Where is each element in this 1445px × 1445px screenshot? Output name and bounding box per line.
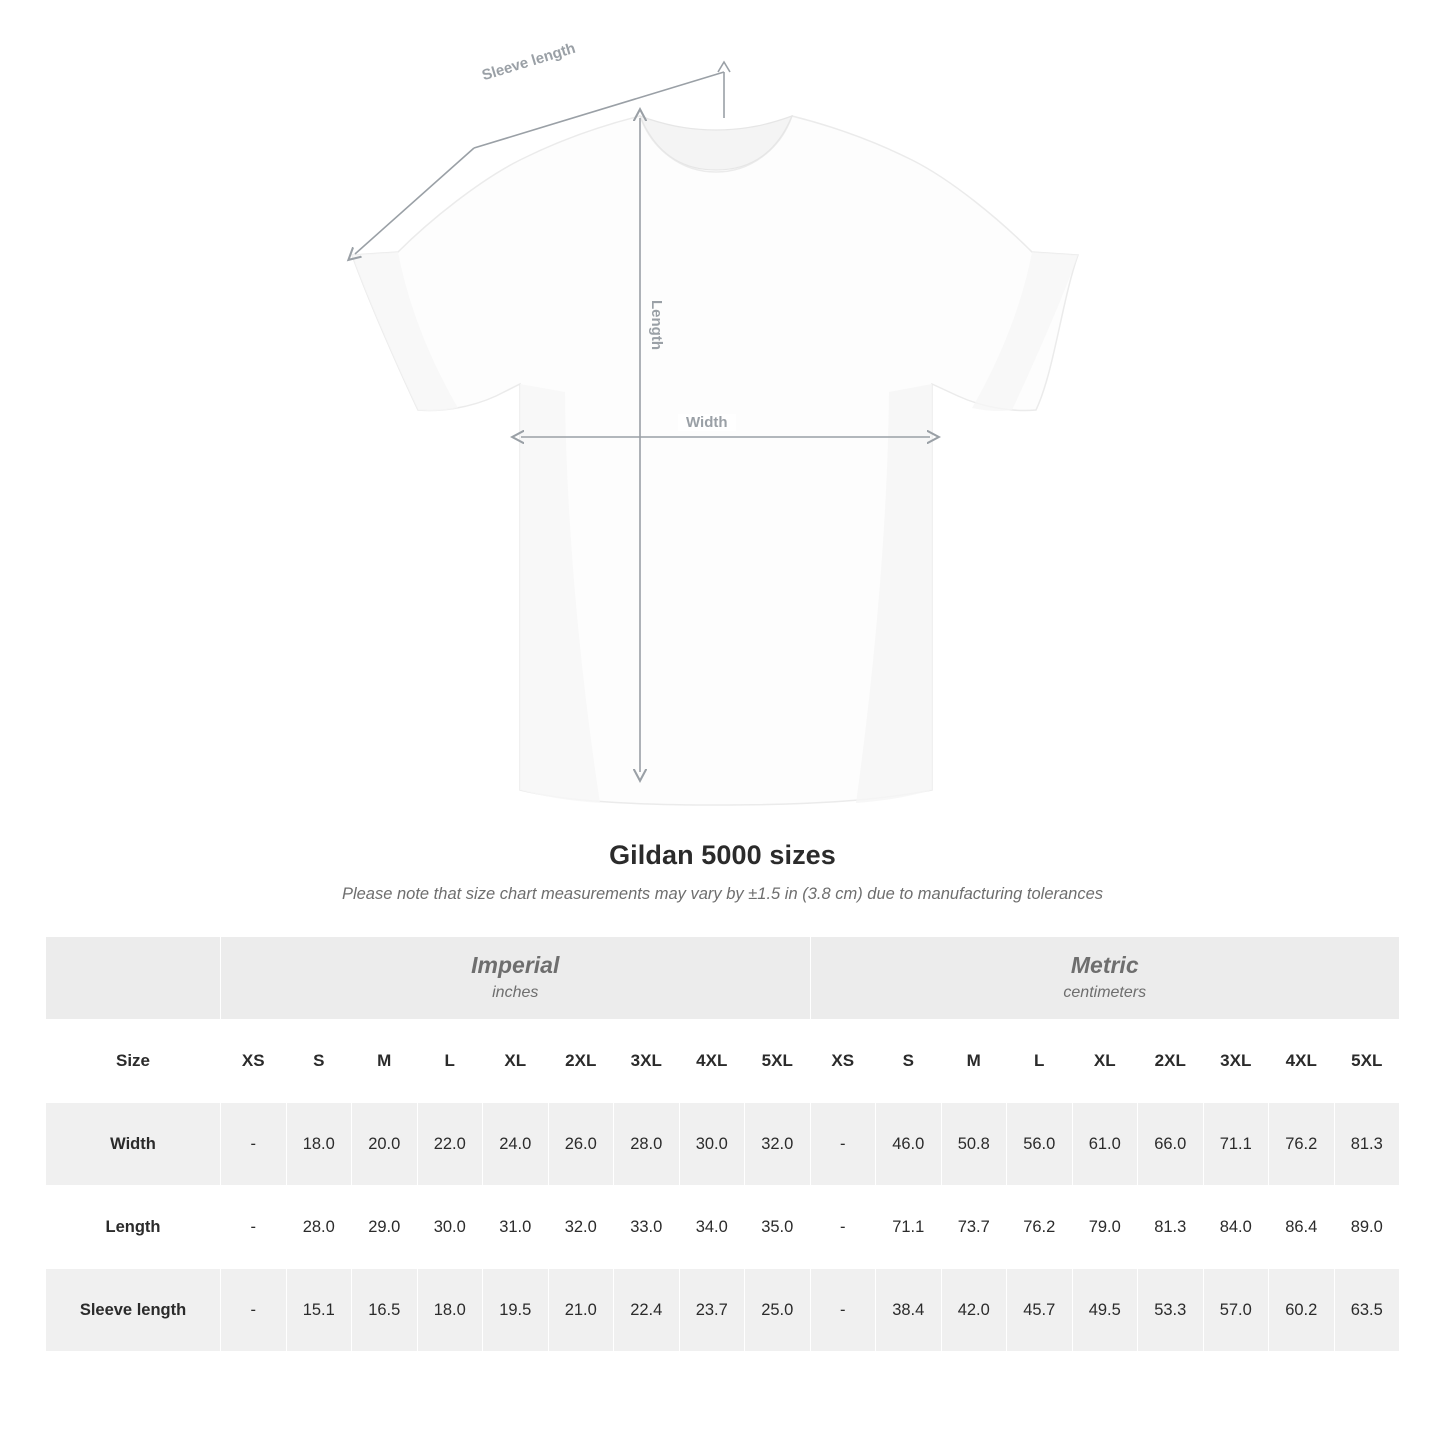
table-cell: 22.4 (614, 1269, 680, 1352)
table-cell: 21.0 (548, 1269, 614, 1352)
table-cell: 61.0 (1072, 1103, 1138, 1186)
unit-subtitle: inches (492, 983, 539, 1001)
table-cell: - (810, 1103, 876, 1186)
table-cell: 49.5 (1072, 1269, 1138, 1352)
table-cell: 50.8 (941, 1103, 1007, 1186)
page-title: Gildan 5000 sizes (609, 840, 836, 870)
unit-name: Metric (1070, 951, 1139, 978)
row-label-sleeve-length: Sleeve length (46, 1269, 221, 1352)
table-cell: 73.7 (941, 1186, 1007, 1269)
table-cell: 18.0 (417, 1269, 483, 1352)
table-cell: 31.0 (483, 1186, 549, 1269)
size-header-3xl: 3XL (614, 1020, 680, 1103)
unit-header-imperial (221, 937, 811, 1020)
size-header-xs: XS (221, 1020, 287, 1103)
size-header-m: M (352, 1020, 418, 1103)
table-row (46, 1186, 1400, 1269)
table-cell: 46.0 (876, 1103, 942, 1186)
size-header-xl: XL (483, 1020, 549, 1103)
unit-header-metric (810, 937, 1400, 1020)
unit-subtitle: centimeters (1063, 983, 1147, 1001)
unit-name: Imperial (471, 951, 560, 978)
table-cell: 45.7 (1007, 1269, 1073, 1352)
table-cell: - (810, 1186, 876, 1269)
table-cell: 60.2 (1269, 1269, 1335, 1352)
size-header-label: Size (46, 1020, 221, 1103)
size-header-2xl: 2XL (1138, 1020, 1204, 1103)
size-header-m: M (941, 1020, 1007, 1103)
size-header-xs: XS (810, 1020, 876, 1103)
size-header-l: L (417, 1020, 483, 1103)
width-label: Width (678, 414, 736, 431)
table-cell: 71.1 (876, 1186, 942, 1269)
table-cell: 32.0 (745, 1103, 811, 1186)
table-cell: 53.3 (1138, 1269, 1204, 1352)
table-cell: 25.0 (745, 1269, 811, 1352)
chart-header (0, 840, 1445, 904)
table-cell: 57.0 (1203, 1269, 1269, 1352)
table-cell: 86.4 (1269, 1186, 1335, 1269)
table-cell: 34.0 (679, 1186, 745, 1269)
length-label: Length (648, 300, 665, 350)
table-cell: 18.0 (286, 1103, 352, 1186)
table-cell: 19.5 (483, 1269, 549, 1352)
table-cell: - (221, 1186, 287, 1269)
table-cell: 66.0 (1138, 1103, 1204, 1186)
table-cell: 22.0 (417, 1103, 483, 1186)
row-label-width: Width (46, 1103, 221, 1186)
table-cell: 29.0 (352, 1186, 418, 1269)
table-cell: 84.0 (1203, 1186, 1269, 1269)
table-cell: 42.0 (941, 1269, 1007, 1352)
table-cell: 89.0 (1334, 1186, 1400, 1269)
table-cell: 30.0 (417, 1186, 483, 1269)
table-cell: - (810, 1269, 876, 1352)
table-cell: 26.0 (548, 1103, 614, 1186)
size-header-l: L (1007, 1020, 1073, 1103)
table-header-row (46, 1020, 1400, 1103)
table-cell: 76.2 (1007, 1186, 1073, 1269)
row-label-length: Length (46, 1186, 221, 1269)
table-cell: 24.0 (483, 1103, 549, 1186)
table-cell: 81.3 (1138, 1186, 1204, 1269)
size-header-5xl: 5XL (745, 1020, 811, 1103)
table-cell: 38.4 (876, 1269, 942, 1352)
table-cell: 16.5 (352, 1269, 418, 1352)
table-cell: 76.2 (1269, 1103, 1335, 1186)
sleeve-length-label: Sleeve length (480, 39, 578, 85)
table-cell: 23.7 (679, 1269, 745, 1352)
table-cell: 32.0 (548, 1186, 614, 1269)
table-cell: 28.0 (286, 1186, 352, 1269)
table-cell: 28.0 (614, 1103, 680, 1186)
size-header-2xl: 2XL (548, 1020, 614, 1103)
table-cell: 30.0 (679, 1103, 745, 1186)
table-row (46, 1103, 1400, 1186)
table-cell: - (221, 1269, 287, 1352)
table-cell: - (221, 1103, 287, 1186)
tshirt-shape (352, 116, 1078, 805)
size-header-3xl: 3XL (1203, 1020, 1269, 1103)
table-cell: 20.0 (352, 1103, 418, 1186)
table-cell: 63.5 (1334, 1269, 1400, 1352)
table-cell: 15.1 (286, 1269, 352, 1352)
table-cell: 81.3 (1334, 1103, 1400, 1186)
table-cell: 71.1 (1203, 1103, 1269, 1186)
size-header-5xl: 5XL (1334, 1020, 1400, 1103)
size-header-s: S (286, 1020, 352, 1103)
size-header-4xl: 4XL (1269, 1020, 1335, 1103)
size-header-s: S (876, 1020, 942, 1103)
table-cell: 79.0 (1072, 1186, 1138, 1269)
size-chart-table (45, 936, 1400, 1352)
table-cell: 35.0 (745, 1186, 811, 1269)
size-table-wrapper (45, 936, 1400, 1352)
table-row (46, 1269, 1400, 1352)
size-header-4xl: 4XL (679, 1020, 745, 1103)
tolerance-note: Please note that size chart measurements may vary by ±1.5 in (3.8 cm) due to manufacturing tolerances (341, 885, 1104, 903)
table-cell: 56.0 (1007, 1103, 1073, 1186)
size-header-xl: XL (1072, 1020, 1138, 1103)
table-cell: 33.0 (614, 1186, 680, 1269)
unit-header-spacer (46, 937, 221, 1020)
